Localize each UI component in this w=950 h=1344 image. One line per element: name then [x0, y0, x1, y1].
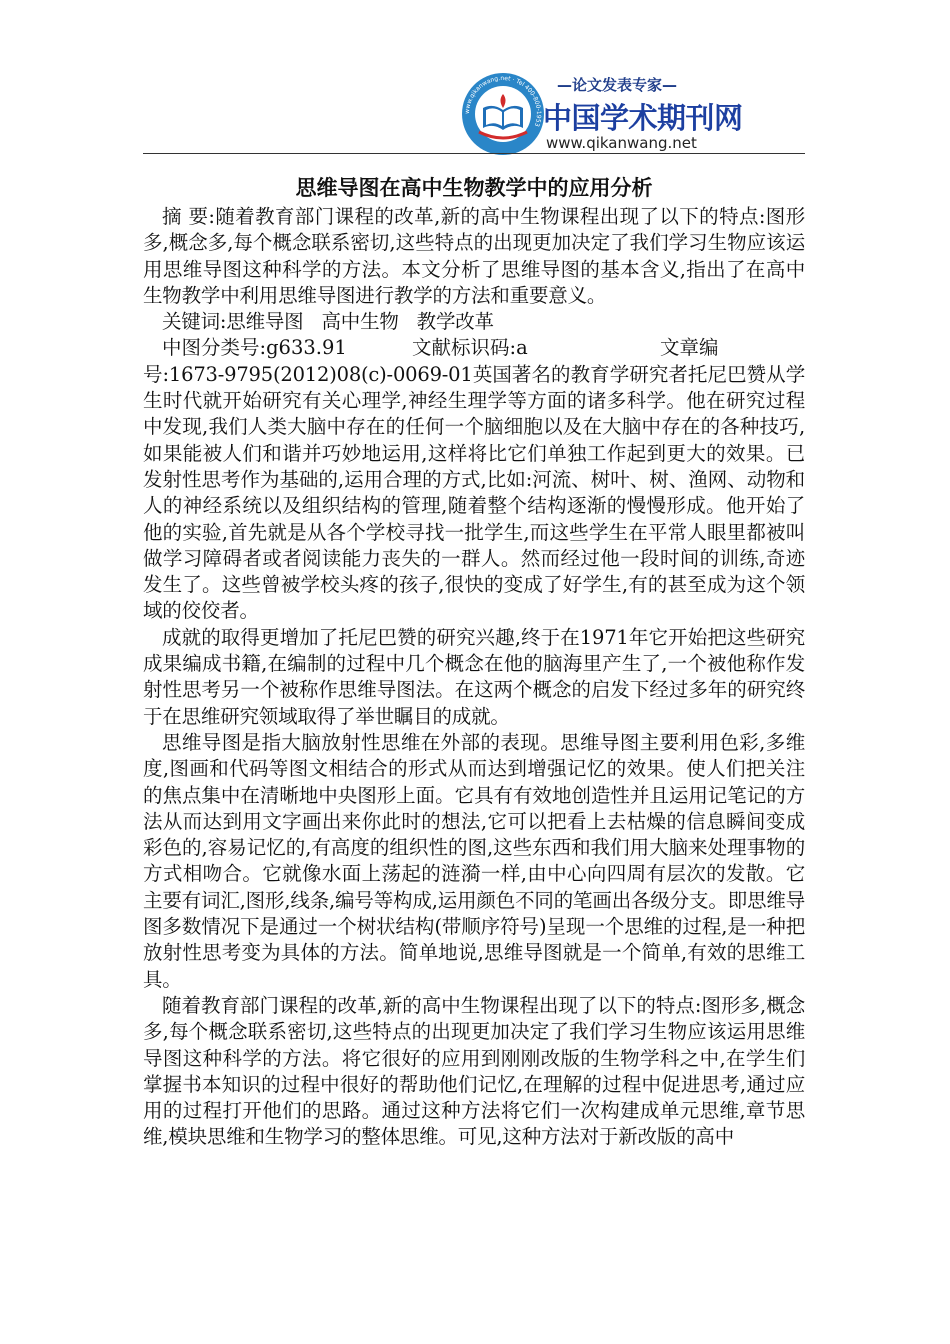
brand-url[interactable]: www.qikanwang.net: [546, 134, 697, 152]
slogan-text: —论文发表专家—: [557, 76, 678, 94]
document-code: 文献标识码:a: [412, 336, 528, 360]
header-divider: [143, 153, 805, 154]
keywords-line: 关键词:思维导图 高中生物 教学改革: [162, 310, 494, 334]
page-header: [143, 60, 805, 154]
clc-number: 中图分类号:g633.91: [162, 336, 347, 360]
body-paragraph-1: 号:1673-9795(2012)08(c)-0069-01英国著名的教育学研究者托尼巴赞从学生时代就开始研究有关心理学,神经生理学等方面的诸多科学。他在研究过程中发现,我们人类大脑中存在的任何一个脑细胞以及在大脑中存在的各种技巧,如果能被人们和谐并巧妙地运用,这样将比它们单独工作起到更大的效果。已发射性思考作为基础的,运用合理的方式,比如:河流、树叶、树、渔网、动物和人的神经系统以及组织结构的管理,随着整个结构逐渐的慢慢形成。他开始了他的实验,首先就是从各个学校寻找一批学生,而这些学生在平常人眼里都被叫做学习障碍者或者阅读能力丧失的一群人。然而经过他一段时间的训练,奇迹发生了。这些曾被学校头疼的孩子,很快的变成了好学生,有的甚至成为这个领域的佼佼者。: [143, 362, 805, 623]
publisher-logo: [461, 72, 743, 156]
classification-line: [143, 335, 805, 361]
article-title: 思维导图在高中生物教学中的应用分析: [295, 176, 653, 200]
brand-name: 中国学术期刊网: [543, 101, 743, 135]
article-body: [143, 172, 805, 1151]
abstract-paragraph: 摘 要:随着教育部门课程的改革,新的高中生物课程出现了以下的特点:图形多,概念多,每个概念联系密切,这些特点的出现更加决定了我们学习生物应该运用思维导图这种科学的方法。本文分析了思维导图的基本含义,指出了在高中生物教学中利用思维导图进行教学的方法和重要意义。: [143, 205, 805, 307]
seal-ring-text: www.qikanwang.net · Tel 400-800-1953: [463, 74, 543, 128]
body-paragraph-3: 思维导图是指大脑放射性思维在外部的表现。思维导图主要利用色彩,多维度,图画和代码等图文相结合的形式从而达到增强记忆的效果。使人们把关注的焦点集中在清晰地中央图形上面。它具有有效地创造性并且运用记笔记的方法从而达到用文字画出来你此时的想法,它可以把看上去枯燥的信息瞬间变成彩色的,容易记忆的,有高度的组织性的图,这些东西和我们用大脑来处理事物的方式相吻合。它就像水面上荡起的涟漪一样,由中心向四周有层次的发散。它主要有词汇,图形,线条,编号等构成,运用颜色不同的笔画出各级分支。即思维导图多数情况下是通过一个树状结构(带顺序符号)呈现一个思维的过程,是一种把放射性思考变为具体的方法。简单地说,思维导图就是一个简单,有效的思维工具。: [143, 730, 805, 991]
article-number-label: 文章编: [660, 336, 719, 360]
globe-book-icon: [461, 72, 545, 156]
body-paragraph-2: 成就的取得更增加了托尼巴赞的研究兴趣,终于在1971年它开始把这些研究成果编成书籍,在编制的过程中几个概念在他的脑海里产生了,一个被他称作发射性思考另一个被称作思维导图法。在这两个概念的启发下经过多年的研究终于在思维研究领域取得了举世瞩目的成就。: [143, 625, 805, 728]
body-paragraph-4: 随着教育部门课程的改革,新的高中生物课程出现了以下的特点:图形多,概念多,每个概念联系密切,这些特点的出现更加决定了我们学习生物应该运用思维导图这种科学的方法。将它很好的应用到刚刚改版的生物学科之中,在学生们掌握书本知识的过程中很好的帮助他们记忆,在理解的过程中促进思考,通过应用的过程打开他们的思路。通过这种方法将它们一次构建成单元思维,章节思维,模块思维和生物学习的整体思维。可见,这种方法对于新改版的高中: [143, 993, 805, 1149]
